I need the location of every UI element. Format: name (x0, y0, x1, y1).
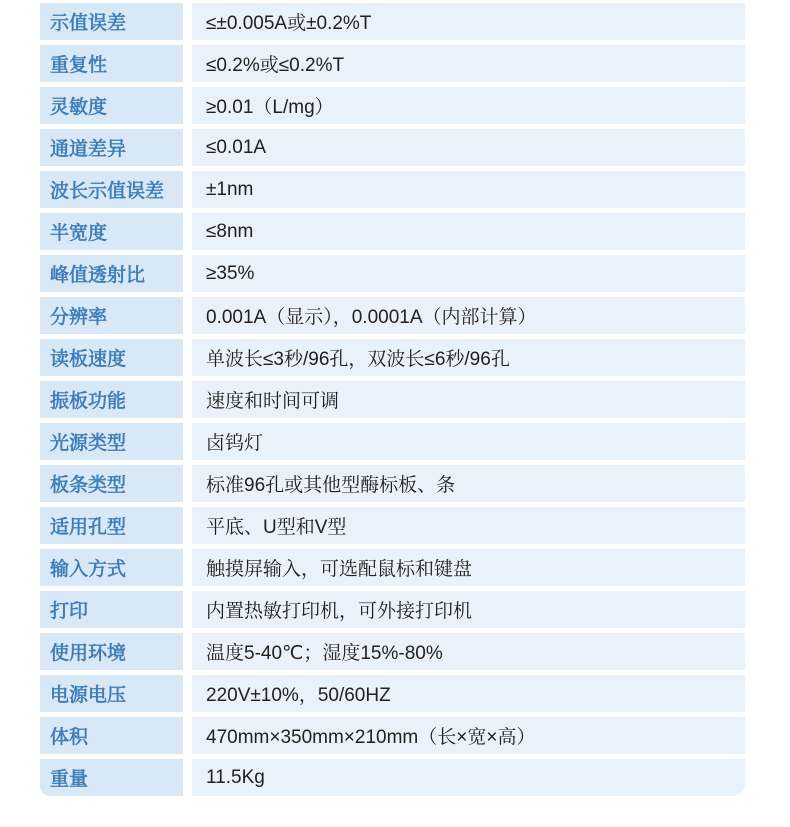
spec-label: 电源电压 (40, 675, 183, 712)
spec-label: 光源类型 (40, 423, 183, 460)
spec-row (40, 675, 745, 712)
spec-value: 触摸屏输入，可选配鼠标和键盘 (192, 549, 745, 586)
spec-row (40, 87, 745, 124)
spec-label: 灵敏度 (40, 87, 183, 124)
spec-value: ≤0.01A (192, 129, 745, 166)
spec-label: 输入方式 (40, 549, 183, 586)
spec-row (40, 423, 745, 460)
spec-row (40, 213, 745, 250)
spec-value: 速度和时间可调 (192, 381, 745, 418)
spec-row (40, 465, 745, 502)
spec-value: 220V±10%，50/60HZ (192, 675, 745, 712)
spec-label: 半宽度 (40, 213, 183, 250)
spec-value: 0.001A（显示），0.0001A（内部计算） (192, 297, 745, 334)
spec-row (40, 255, 745, 292)
spec-label: 使用环境 (40, 633, 183, 670)
spec-value: ≤0.2%或≤0.2%T (192, 45, 745, 82)
spec-label: 读板速度 (40, 339, 183, 376)
spec-label: 适用孔型 (40, 507, 183, 544)
spec-row (40, 297, 745, 334)
spec-label: 板条类型 (40, 465, 183, 502)
spec-label: 体积 (40, 717, 183, 754)
spec-label: 示值误差 (40, 3, 183, 40)
spec-value: ≤±0.005A或±0.2%T (192, 3, 745, 40)
spec-value: 11.5Kg (192, 759, 745, 796)
spec-label: 重量 (40, 759, 183, 796)
spec-label: 分辨率 (40, 297, 183, 334)
spec-value: ≤8nm (192, 213, 745, 250)
spec-label: 重复性 (40, 45, 183, 82)
spec-value: ±1nm (192, 171, 745, 208)
spec-row (40, 3, 745, 40)
spec-row (40, 549, 745, 586)
spec-row (40, 381, 745, 418)
spec-label: 通道差异 (40, 129, 183, 166)
spec-label: 峰值透射比 (40, 255, 183, 292)
spec-value: ≥35% (192, 255, 745, 292)
spec-value: 标准96孔或其他型酶标板、条 (192, 465, 745, 502)
spec-row (40, 759, 745, 796)
spec-label: 波长示值误差 (40, 171, 183, 208)
spec-value: 温度5-40℃；湿度15%-80% (192, 633, 745, 670)
spec-value: 内置热敏打印机，可外接打印机 (192, 591, 745, 628)
spec-row (40, 633, 745, 670)
spec-row (40, 129, 745, 166)
spec-value: ≥0.01（L/mg） (192, 87, 745, 124)
spec-row (40, 339, 745, 376)
spec-label: 振板功能 (40, 381, 183, 418)
spec-value: 470mm×350mm×210mm（长×宽×高） (192, 717, 745, 754)
spec-row (40, 507, 745, 544)
spec-row (40, 717, 745, 754)
spec-value: 平底、U型和V型 (192, 507, 745, 544)
spec-row (40, 591, 745, 628)
spec-value: 卤钨灯 (192, 423, 745, 460)
spec-label: 打印 (40, 591, 183, 628)
spec-row (40, 45, 745, 82)
spec-table (40, 3, 745, 801)
spec-row (40, 171, 745, 208)
spec-value: 单波长≤3秒/96孔，双波长≤6秒/96孔 (192, 339, 745, 376)
